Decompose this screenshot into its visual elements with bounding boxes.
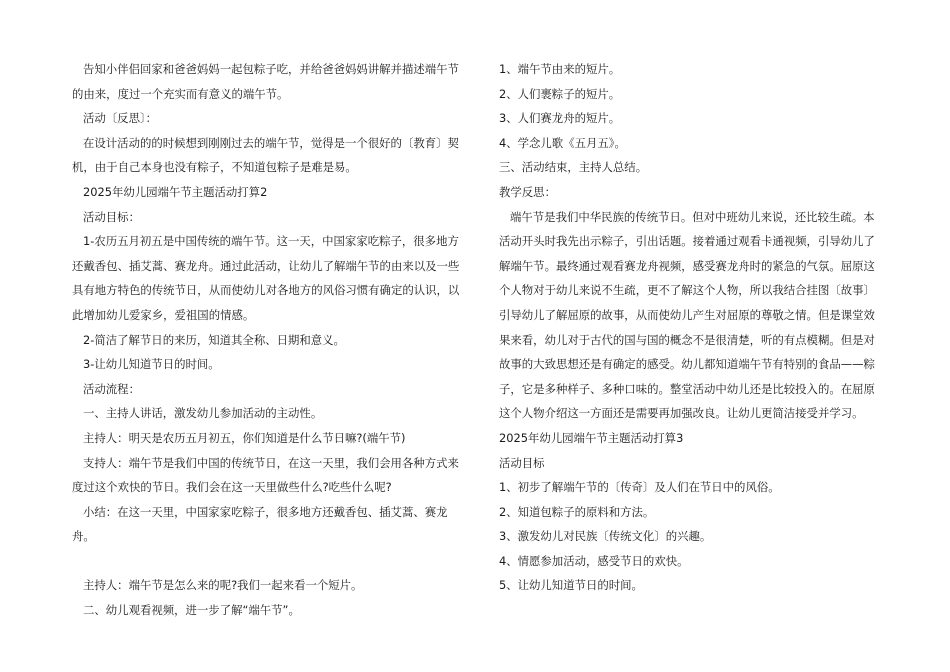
paragraph: 三、活动结束，主持人总结。 bbox=[499, 160, 648, 175]
paragraph: 4、学念儿歌《五月五》。 bbox=[499, 135, 626, 150]
paragraph: 1、初步了解端午节的〔传奇〕及人们在节日中的风俗。 bbox=[499, 480, 780, 495]
paragraph: 3、激发幼儿对民族〔传统文化〕的兴趣。 bbox=[499, 529, 712, 544]
right-column bbox=[499, 57, 879, 598]
paragraph: 小结：在这一天里，中国家家吃粽子，很多地方还戴香包、插艾蒿、赛龙舟。 bbox=[72, 504, 448, 544]
paragraph: 2025年幼儿园端午节主题活动打算2 bbox=[83, 184, 268, 199]
paragraph: 活动目标： bbox=[83, 209, 140, 224]
paragraph: 活动〔反思〕： bbox=[83, 111, 158, 126]
paragraph: 支持人：端午节是我们中国的传统节日，在这一天里，我们会用各种方式来度过这个欢快的节日。我们会在这一天里做些什么?吃些什么呢? bbox=[72, 455, 459, 495]
paragraph: 活动目标 bbox=[499, 455, 545, 470]
paragraph: 端午节是我们中华民族的传统节日。但对中班幼儿来说，还比较生疏。本活动开头时我先出示粽子，引出话题。接着通过观看卡通视频，引导幼儿了解端午节。最终通过观看赛龙舟视频，感受赛龙舟时的紧急的气氛。屈原这个人物对于幼儿来说不生疏，更不了解这个人物，所以我结合挂图〔故事〕引导幼儿了解屈原的故事，从而使幼儿产生对屈原的尊敬之情。但是课堂效果来看，幼儿对于古代的国与国的概念不是很清楚，听的有点模糊。但是对故事的大致思想还是有确定的感受。幼儿都知道端午节有特别的食品——粽子，它是多种样子、多种口味的。整堂活动中幼儿还是比较投入的。在屈原这个人物介绍这一方面还是需要再加强改良。让幼儿更简洁接受并学习。 bbox=[499, 209, 875, 421]
paragraph: 1、端午节由来的短片。 bbox=[499, 62, 621, 76]
paragraph: 主持人：明天是农历五月初五，你们知道是什么节日嘛?(端午节) bbox=[83, 430, 406, 445]
paragraph: 一、主持人讲话，激发幼儿参加活动的主动性。 bbox=[83, 406, 323, 421]
paragraph: 3、人们赛龙舟的短片。 bbox=[499, 111, 621, 126]
paragraph: 告知小伴侣回家和爸爸妈妈一起包粽子吃，并给爸爸妈妈讲解并描述端午节的由来，度过一个充实而有意义的端午节。 bbox=[72, 62, 459, 101]
paragraph: 二、幼儿观看视频，进一步了解“端午节”。 bbox=[83, 603, 300, 618]
paragraph: 5、让幼儿知道节日的时间。 bbox=[499, 578, 643, 593]
paragraph: 2-简洁了解节日的来历，知道其全称、日期和意义。 bbox=[83, 332, 345, 347]
paragraph: 4、情愿参加活动，感受节日的欢快。 bbox=[499, 553, 689, 568]
paragraph: 教学反思： bbox=[499, 184, 556, 199]
left-column bbox=[72, 57, 464, 623]
paragraph: 2、知道包粽子的原料和方法。 bbox=[499, 504, 655, 519]
paragraph: 2025年幼儿园端午节主题活动打算3 bbox=[499, 430, 684, 445]
paragraph: 3-让幼儿知道节日的时间。 bbox=[83, 357, 220, 372]
paragraph bbox=[72, 549, 464, 574]
paragraph: 活动流程： bbox=[83, 381, 140, 396]
paragraph: 1-农历五月初五是中国传统的端午节。这一天，中国家家吃粽子，很多地方还戴香包、插艾蒿、赛龙舟。通过此活动，让幼儿了解端午节的由来以及一些具有地方特色的传统节日，从而使幼儿对各地方的风俗习惯有确定的认识，以此增加幼儿爱家乡，爱祖国的情感。 bbox=[72, 234, 460, 322]
paragraph: 主持人：端午节是怎么来的呢?我们一起来看一个短片。 bbox=[83, 578, 363, 593]
paragraph: 在设计活动的的时候想到刚刚过去的端午节，觉得是一个很好的〔教育〕契机，由于自己本身也没有粽子，不知道包粽子是难是易。 bbox=[72, 135, 459, 175]
paragraph: 2、人们裹粽子的短片。 bbox=[499, 86, 621, 101]
